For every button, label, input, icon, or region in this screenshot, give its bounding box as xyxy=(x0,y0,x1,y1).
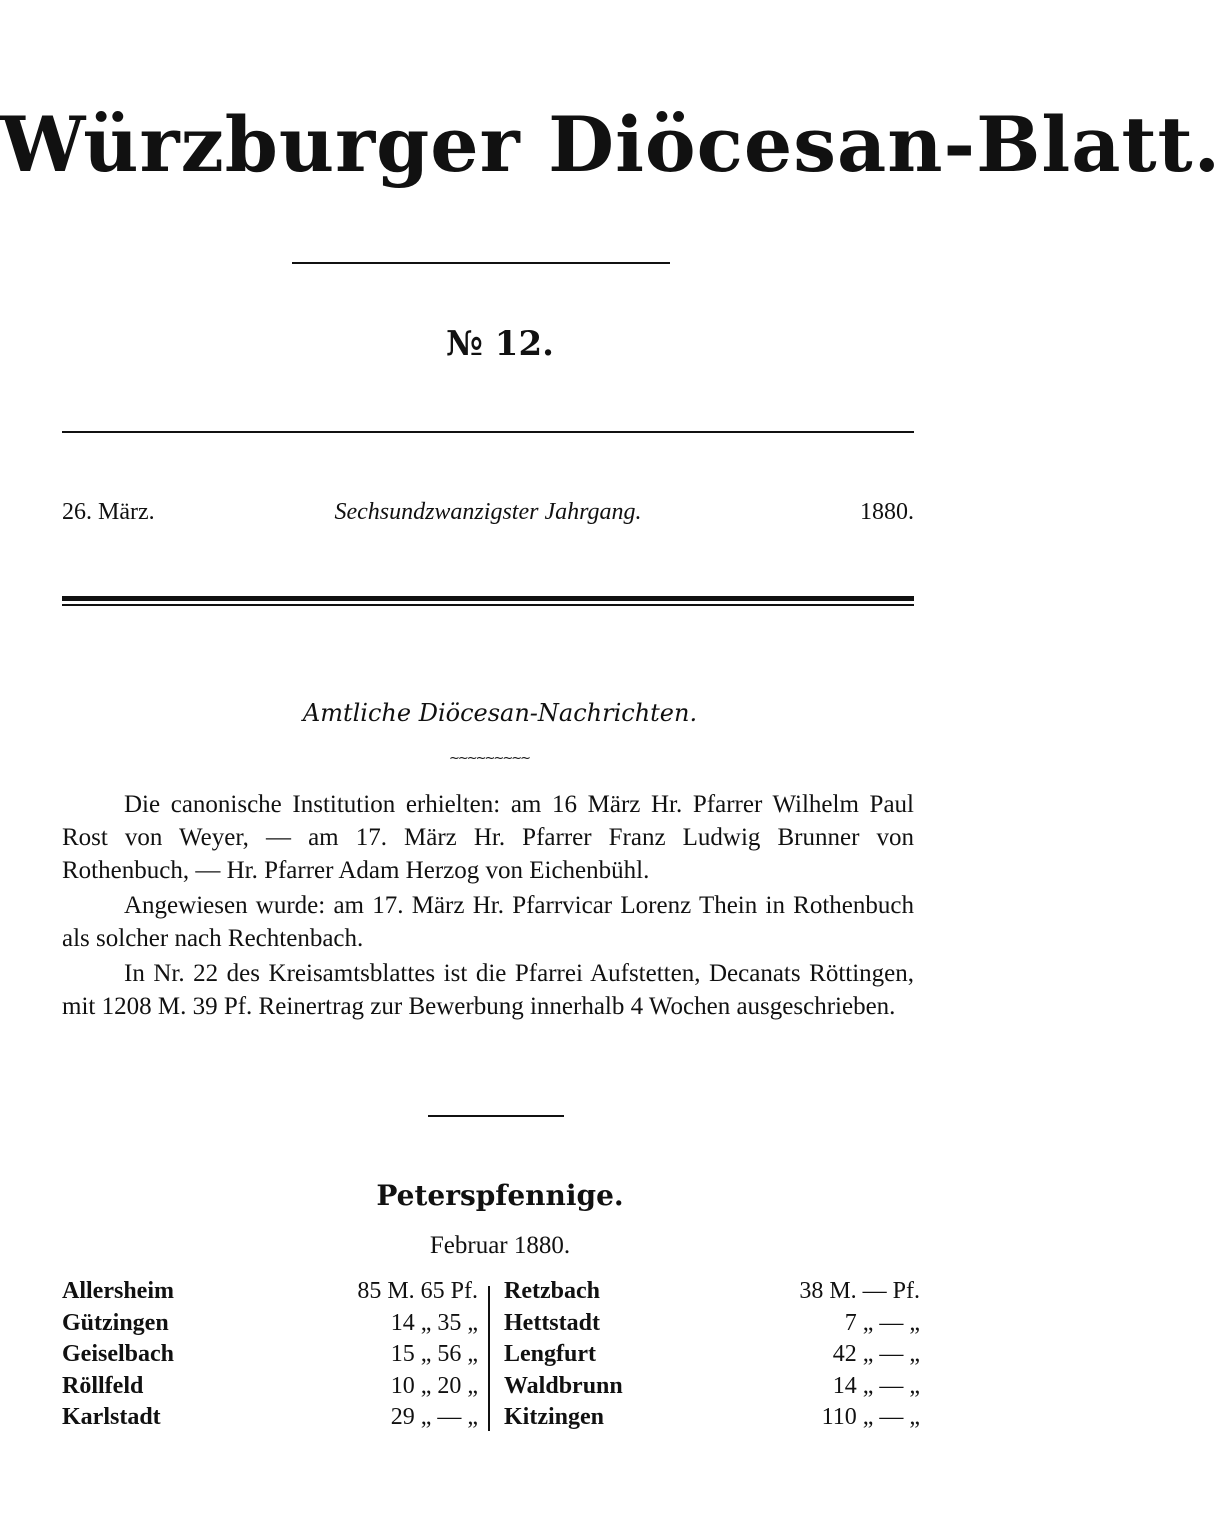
place-name: Karlstadt xyxy=(62,1404,161,1430)
section-title: Amtliche Diöcesan-Nachrichten. xyxy=(302,699,698,727)
issue-number: № 12. xyxy=(446,324,554,364)
place-name: Allersheim xyxy=(62,1278,174,1304)
table-row xyxy=(62,1308,478,1340)
amount: 42 „ — „ xyxy=(832,1341,920,1367)
place-name: Geiselbach xyxy=(62,1341,174,1367)
amount: 29 „ — „ xyxy=(390,1404,478,1430)
table-row xyxy=(504,1371,920,1403)
paragraph-vacancy: In Nr. 22 des Kreisamtsblattes ist die Pfarrei Aufstetten, Decanats Röttingen, mit 1208 M. 39 Pf. Reinertrag zur Bewerbung innerhalb 4 Wochen ausgeschrieben. xyxy=(62,960,914,1020)
paragraph-institution: Die canonische Institution erhielten: am 16 März Hr. Pfarrer Wilhelm Paul Rost von Weyer, — am 17. März Hr. Pfarrer Franz Ludwig Brunner von Rothenbuch, — Hr. Pfarrer Adam Herzog von Eichenbühl. xyxy=(62,791,914,884)
donations-right-column xyxy=(504,1276,920,1434)
amount: 85 M. 65 Pf. xyxy=(357,1278,478,1304)
table-row xyxy=(504,1276,920,1308)
issue-year: 1880. xyxy=(860,499,914,525)
table-row xyxy=(62,1402,478,1434)
masthead-rule xyxy=(292,262,670,264)
list-subtitle: Februar 1880. xyxy=(429,1232,571,1259)
table-row xyxy=(62,1276,478,1308)
amount: 110 „ — „ xyxy=(821,1404,920,1430)
amount: 14 „ 35 „ xyxy=(390,1309,478,1336)
article-body xyxy=(62,788,914,1023)
amount: 38 M. — Pf. xyxy=(799,1278,920,1304)
double-rule-top xyxy=(62,596,914,601)
volume-label: Sechsundzwanzigster Jahrgang. xyxy=(334,499,642,525)
amount: 15 „ 56 „ xyxy=(390,1341,478,1367)
place-name: Lengfurt xyxy=(504,1341,596,1367)
place-name: Retzbach xyxy=(504,1278,600,1304)
list-title: Peterspfennige. xyxy=(376,1179,624,1212)
place-name: Hettstadt xyxy=(504,1309,600,1336)
amount: 14 „ — „ xyxy=(832,1372,920,1399)
double-rule-bottom xyxy=(62,604,914,606)
ornament-separator: ~~~~~~~~~ xyxy=(448,751,530,766)
table-row xyxy=(504,1339,920,1371)
donations-table xyxy=(62,1276,920,1436)
table-row xyxy=(62,1339,478,1371)
amount: 10 „ 20 „ xyxy=(390,1372,478,1399)
place-name: Kitzingen xyxy=(504,1404,604,1430)
place-name: Gützingen xyxy=(62,1309,169,1336)
table-row xyxy=(504,1402,920,1434)
header-rule xyxy=(62,431,914,433)
donations-left-column xyxy=(62,1276,478,1434)
masthead-title: Würzburger Diöcesan-Blatt. xyxy=(0,100,1221,189)
section-divider xyxy=(428,1115,564,1117)
amount: 7 „ — „ xyxy=(844,1309,920,1336)
dateline xyxy=(62,494,914,530)
place-name: Röllfeld xyxy=(62,1372,144,1399)
table-row xyxy=(62,1371,478,1403)
place-name: Waldbrunn xyxy=(504,1372,623,1399)
paragraph-assignment: Angewiesen wurde: am 17. März Hr. Pfarrvicar Lorenz Thein in Rothenbuch als solcher nach Rechtenbach. xyxy=(62,892,914,952)
column-divider xyxy=(488,1286,490,1431)
issue-date: 26. März. xyxy=(62,499,155,525)
table-row xyxy=(504,1308,920,1340)
